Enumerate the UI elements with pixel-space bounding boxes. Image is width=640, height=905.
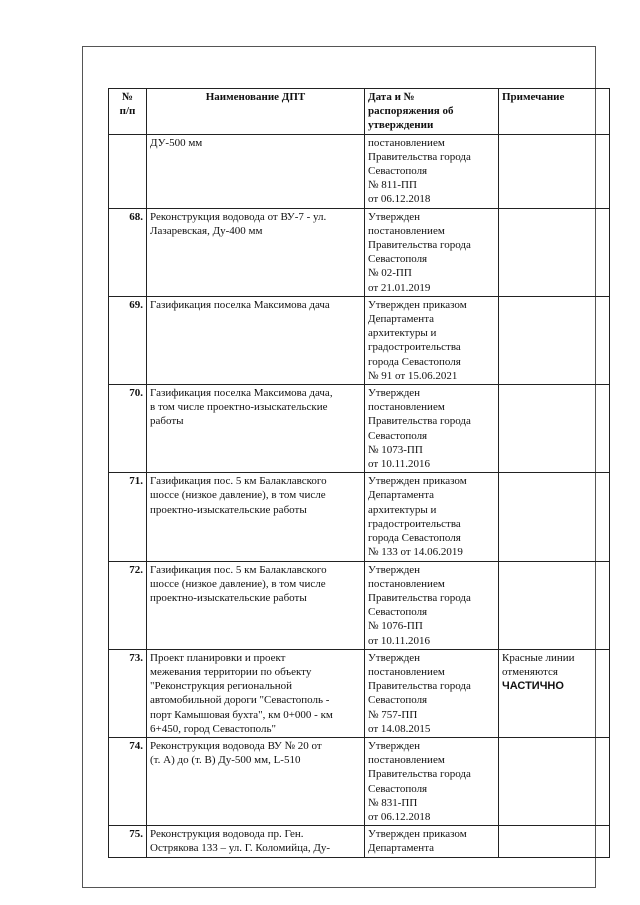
header-number: № п/п	[109, 89, 147, 135]
cell-name: Реконструкция водовода пр. Ген. Острякова 133 – ул. Г. Коломийца, Ду-	[147, 826, 365, 857]
cell-name: Проект планировки и проект межевания территории по объекту "Реконструкция региональной автомобильной дороги "Севастополь - порт Камышовая бухта", км 0+000 - км 6+450, город Севастополь"	[147, 649, 365, 737]
header-name: Наименование ДПТ	[147, 89, 365, 135]
cell-name: Газификация пос. 5 км Балаклавского шоссе (низкое давление), в том числе проектно-изыскательские работы	[147, 561, 365, 649]
cell-number: 73.	[109, 649, 147, 737]
cell-date: Утвержден постановлением Правительства города Севастополя № 757-ПП от 14.08.2015	[365, 649, 499, 737]
cell-note	[499, 134, 610, 208]
cell-note	[499, 737, 610, 825]
cell-date: Утвержден постановлением Правительства города Севастополя № 02-ПП от 21.01.2019	[365, 208, 499, 296]
cell-note	[499, 208, 610, 296]
cell-name: Газификация пос. 5 км Балаклавского шоссе (низкое давление), в том числе проектно-изыскательские работы	[147, 473, 365, 561]
table-row	[109, 737, 610, 825]
note-emphasis: ЧАСТИЧНО	[502, 680, 564, 693]
header-date: Дата и № распоряжения об утверждении	[365, 89, 499, 135]
table-row	[109, 561, 610, 649]
header-note: Примечание	[499, 89, 610, 135]
cell-note	[499, 826, 610, 857]
cell-date: Утвержден постановлением Правительства города Севастополя № 1073-ПП от 10.11.2016	[365, 385, 499, 473]
cell-number: 69.	[109, 296, 147, 384]
table-row-partial	[109, 826, 610, 857]
table-row	[109, 208, 610, 296]
cell-name: ДУ-500 мм	[147, 134, 365, 208]
cell-note	[499, 561, 610, 649]
table-row	[109, 473, 610, 561]
cell-number: 75.	[109, 826, 147, 857]
cell-note	[499, 385, 610, 473]
cell-name: Газификация поселка Максимова дача, в том числе проектно-изыскательские работы	[147, 385, 365, 473]
cell-date: Утвержден приказом Департамента архитектуры и градостроительства города Севастополя № 133 от 14.06.2019	[365, 473, 499, 561]
table-row	[109, 385, 610, 473]
cell-date: Утвержден постановлением Правительства города Севастополя № 831-ПП от 06.12.2018	[365, 737, 499, 825]
table-row	[109, 649, 610, 737]
cell-number: 72.	[109, 561, 147, 649]
cell-date: постановлением Правительства города Севастополя № 811-ПП от 06.12.2018	[365, 134, 499, 208]
cell-number	[109, 134, 147, 208]
table-row	[109, 296, 610, 384]
cell-note	[499, 473, 610, 561]
note-text: Красные линии отменяются	[502, 651, 575, 678]
cell-name: Реконструкция водовода ВУ № 20 от (т. А) до (т. В) Ду-500 мм, L-510	[147, 737, 365, 825]
cell-date: Утвержден приказом Департамента	[365, 826, 499, 857]
cell-name: Газификация поселка Максимова дача	[147, 296, 365, 384]
cell-number: 68.	[109, 208, 147, 296]
cell-number: 71.	[109, 473, 147, 561]
table-header-row	[109, 89, 610, 135]
dpt-table	[108, 88, 610, 858]
cell-note	[499, 296, 610, 384]
cell-note	[499, 649, 610, 737]
cell-number: 70.	[109, 385, 147, 473]
cell-date: Утвержден постановлением Правительства города Севастополя № 1076-ПП от 10.11.2016	[365, 561, 499, 649]
table-row-continuation	[109, 134, 610, 208]
cell-name: Реконструкция водовода от ВУ-7 - ул. Лазаревская, Ду-400 мм	[147, 208, 365, 296]
cell-number: 74.	[109, 737, 147, 825]
cell-date: Утвержден приказом Департамента архитектуры и градостроительства города Севастополя № 91 от 15.06.2021	[365, 296, 499, 384]
